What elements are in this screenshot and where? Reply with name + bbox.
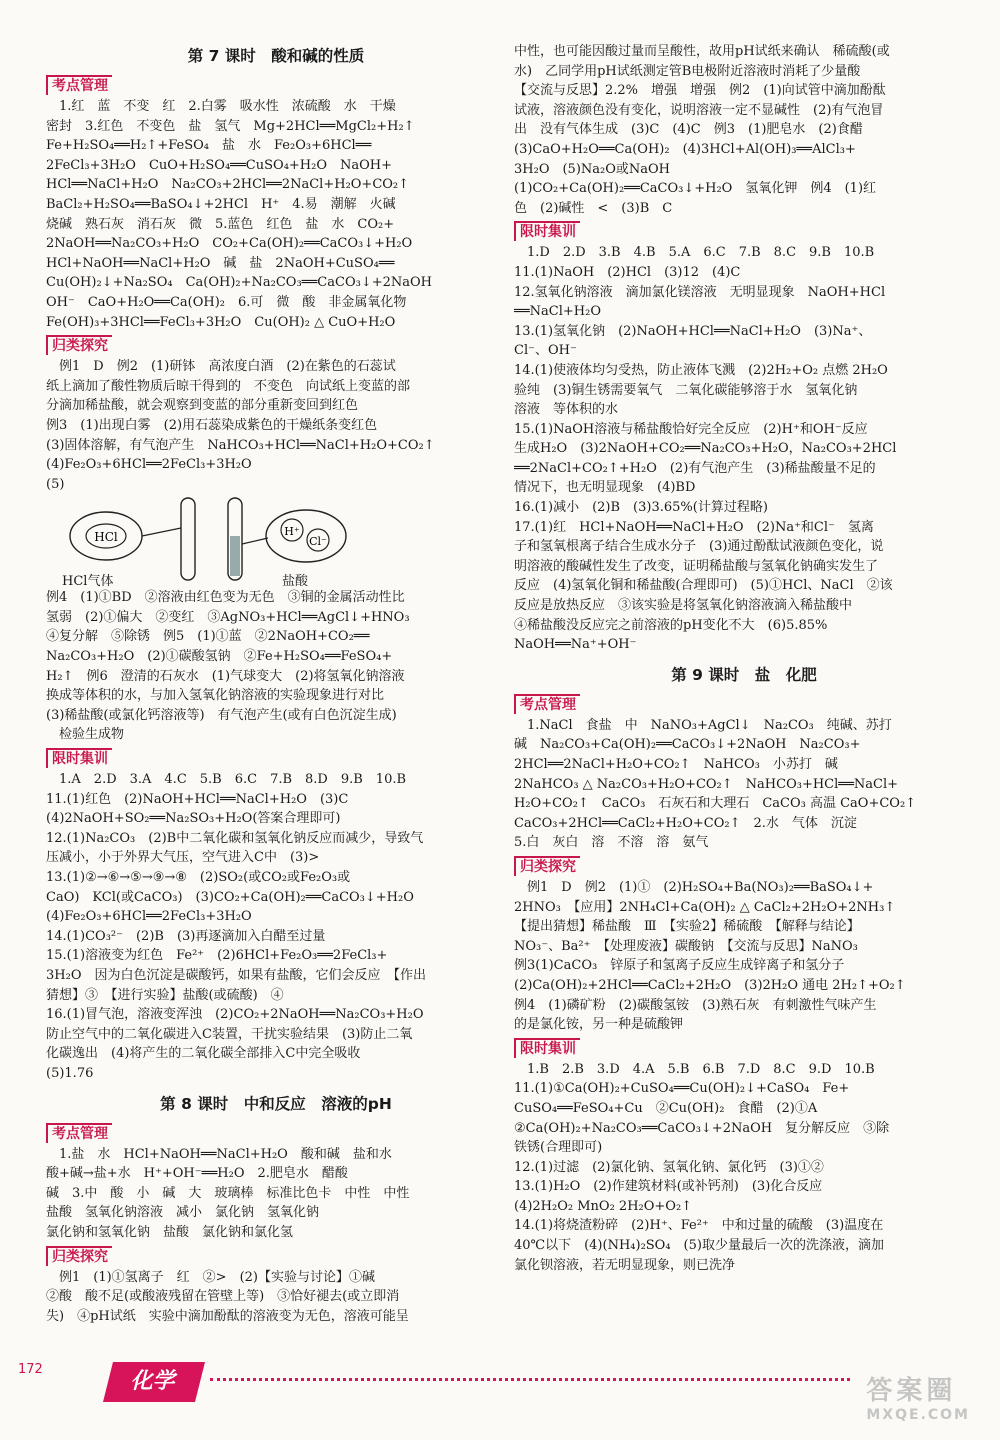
- answer-line: BaCl₂+H₂SO₄══BaSO₄↓+2HCl H⁺ 4.易 潮解 火碱: [46, 196, 396, 212]
- answer-line: (3)CaO+H₂O══Ca(OH)₂ (4)3HCl+Al(OH)₃══AlCl₃+: [514, 141, 856, 157]
- answer-line: 化碳逸出 (4)将产生的二氧化碳全部排入C中完全吸收: [46, 1046, 361, 1062]
- answer-line: NO₃⁻、Ba²⁺ 【处理废液】碳酸钠 【交流与反思】NaNO₃: [514, 938, 858, 954]
- answer-line: 1.NaCl 食盐 中 NaNO₃+AgCl↓ Na₂CO₃ 纯碱、苏打: [514, 717, 892, 733]
- answer-line: 2FeCl₃+3H₂O CuO+H₂SO₄══CuSO₄+H₂O NaOH+: [46, 157, 393, 173]
- answer-line: 15.(1)NaOH溶液与稀盐酸恰好完全反应 (2)H⁺和OH⁻反应: [514, 421, 868, 437]
- answer-line: (2)Ca(OH)₂+2HCl══CaCl₂+2H₂O (3)2H₂O 通电 2H₂↑+O₂↑: [514, 977, 906, 993]
- answer-block: [46, 1145, 506, 1243]
- answer-line: 纸上滴加了酸性物质后晾干得到的 不变色 向试纸上变蓝的部: [46, 378, 411, 394]
- footer-divider: [210, 1378, 850, 1387]
- answer-line: Fe+H₂SO₄══H₂↑+FeSO₄ 盐 水 Fe₂O₃+6HCl══: [46, 138, 372, 154]
- answer-line: 例3(1)CaCO₃ 锌原子和氢离子反应生成锌离子和氢分子: [514, 958, 845, 974]
- answer-line: 盐酸 氢氧化钠溶液 减小 氯化钠 氢氧化钠: [46, 1205, 320, 1221]
- answer-line: 13.(1)H₂O (2)作建筑材料(或补钙剂) (3)化合反应: [514, 1179, 823, 1195]
- page-number: 172: [18, 1362, 43, 1377]
- lesson-9-title: 第 9 课时 盐 化肥: [671, 665, 817, 684]
- answer-line: 14.(1)使液体均匀受热，防止液体飞溅 (2)2H₂+O₂ 点燃 2H₂O: [514, 362, 888, 378]
- answer-line: 40℃以下 (4)(NH₄)₂SO₄ (5)取少量最后一次的洗涤液，滴加: [514, 1238, 884, 1254]
- answer-line: 12.(1)Na₂CO₃ (2)B中二氧化碳和氢氧化钠反应而减少，导致气: [46, 830, 424, 846]
- answer-line: 12.(1)过滤 (2)氯化钠、氢氧化钠、氯化钙 (3)①②: [514, 1159, 824, 1175]
- answer-line: 例4 (1)磷矿粉 (2)碳酸氢铵 (3)熟石灰 有刺激性气味产生: [514, 997, 877, 1013]
- answer-line: 溶液 等体积的水: [514, 402, 619, 418]
- right-pointer-line: [242, 538, 268, 544]
- answer-line: 14.(1)CO₃²⁻ (2)B (3)再逐滴加入白醋至过量: [46, 928, 326, 944]
- left-pointer-line: [142, 528, 181, 536]
- answer-line: 15.(1)溶液变为红色 Fe²⁺ (2)6HCl+Fe₂O₃══2FeCl₃+: [46, 948, 388, 964]
- lesson-8-title: 第 8 课时 中和反应 溶液的pH: [160, 1094, 392, 1113]
- answer-line: 密封 3.红色 不变色 盐 氢气 Mg+2HCl══MgCl₂+H₂↑: [46, 118, 415, 134]
- answer-line: 例1 D 例2 (1)① (2)H₂SO₄+Ba(NO₃)₂══BaSO₄↓+: [514, 879, 874, 895]
- answer-line: 铁锈(合理即可): [514, 1140, 603, 1156]
- answer-line: (4)Fe₂O₃+6HCl══2FeCl₃+3H₂O: [46, 457, 252, 473]
- answer-line: 16.(1)减小 (2)B (3)3.65%(计算过程略): [514, 500, 768, 516]
- left-test-tube: [181, 498, 195, 580]
- answer-line: Cu(OH)₂↓+Na₂SO₄ Ca(OH)₂+Na₂CO₃══CaCO₃↓+2NaOH: [46, 275, 433, 291]
- answer-block: [514, 1060, 974, 1276]
- left-sections-a: [46, 72, 506, 494]
- answer-line: 13.(1)氢氧化钠 (2)NaOH+HCl══NaCl+H₂O (3)Na⁺、: [514, 323, 872, 339]
- hcl-diagram: [46, 496, 506, 588]
- answer-line: (3)固体溶解，有气泡产生 NaHCO₃+HCl══NaCl+H₂O+CO₂↑: [46, 437, 435, 453]
- answer-line: 2NaHCO₃ △ Na₂CO₃+H₂O+CO₂↑ NaHCO₃+HCl══NaCl+: [514, 776, 899, 792]
- answer-line: NaOH══Na⁺+OH⁻: [514, 637, 637, 653]
- answer-line: ══NaCl+H₂O: [514, 304, 601, 320]
- answer-line: 1.D 2.D 3.B 4.B 5.A 6.C 7.B 8.C 9.B 10.B: [514, 245, 875, 261]
- hcl-text: HCl: [94, 530, 118, 545]
- section-tag: 限时集训: [514, 221, 580, 241]
- answer-block: [46, 1268, 506, 1327]
- answer-line: 验纯 (3)铜生锈需要氧气 二氧化碳能够溶于水 氢氧化钠: [514, 382, 858, 398]
- answer-line: 1.B 2.B 3.D 4.A 5.B 6.B 7.D 8.C 9.D 10.B: [514, 1061, 875, 1077]
- watermark-url: MXQE.COM: [866, 1407, 970, 1423]
- answer-line: 3H₂O 因为白色沉淀是碳酸钙，如果有盐酸，它们会反应 【作出: [46, 967, 426, 983]
- answer-block: [46, 97, 506, 332]
- cl-minus-text: Cl⁻: [309, 535, 327, 549]
- answer-block: [46, 357, 506, 494]
- answer-line: 子和氢氧根离子结合生成水分子 (3)通过酚酞试液颜色变化，说: [514, 539, 884, 555]
- answer-line: 14.(1)将烧渣粉碎 (2)H⁺、Fe²⁺ 中和过量的硫酸 (3)温度在: [514, 1218, 884, 1234]
- answer-line: 色 (2)碱性 < (3)B C: [514, 200, 673, 216]
- answer-line: 明溶液的酸碱性发生了改变，证明稀盐酸与氢氧化钠确实发生了: [514, 558, 879, 574]
- answer-line: (5)1.76: [46, 1065, 94, 1081]
- answer-line: 换成等体积的水，与加入氢氧化钠溶液的实验现象进行对比: [46, 688, 385, 704]
- answer-line: 碱 Na₂CO₃+Ca(OH)₂══CaCO₃↓+2NaOH Na₂CO₃+: [514, 737, 861, 753]
- answer-line: 2HCl══2NaCl+H₂O+CO₂↑ NaHCO₃ 小苏打 碱: [514, 757, 838, 772]
- lesson-7-title: 第 7 课时 酸和碱的性质: [187, 47, 365, 65]
- answer-block: [514, 243, 974, 654]
- acid-liquid: [230, 536, 240, 576]
- page-footer: [0, 1356, 1000, 1440]
- left-column: [46, 36, 506, 1326]
- right-sections-b: [514, 691, 974, 1275]
- answer-line: Na₂CO₃+H₂O (2)①碳酸氢钠 ②Fe+H₂SO₄══FeSO₄+: [46, 649, 393, 665]
- answer-line: 烧碱 熟石灰 消石灰 微 5.蓝色 红色 盐 水 CO₂+: [46, 216, 395, 232]
- answer-line: ②Ca(OH)₂+Na₂CO₃══CaCO₃↓+2NaOH 复分解反应 ③除: [514, 1120, 890, 1136]
- section-tag: 考点管理: [514, 694, 580, 714]
- answer-line: 1.红 蓝 不变 红 2.白雾 吸水性 浓硫酸 水 干燥: [46, 99, 396, 114]
- answer-line: Fe(OH)₃+3HCl══FeCl₃+3H₂O Cu(OH)₂ △ CuO+H₂O: [46, 314, 396, 330]
- subject-badge: 化学: [103, 1362, 205, 1402]
- section-tag: 归类探究: [514, 856, 580, 876]
- answer-line: HCl══NaCl+H₂O Na₂CO₃+2HCl══2NaCl+H₂O+CO₂↑: [46, 177, 410, 193]
- answer-line: OH⁻ CaO+H₂O══Ca(OH)₂ 6.可 微 酸 非金属氧化物: [46, 294, 407, 310]
- answer-line: 例1 (1)①氢离子 红 ②> (2)【实验与讨论】①碱: [46, 1269, 375, 1285]
- answer-line: 防止空气中的二氧化碳进入C装置，干扰实验结果 (3)防止二氧: [46, 1026, 413, 1042]
- answer-line: 压减小，小于外界大气压，空气进入C中 (3)>: [46, 850, 320, 866]
- answer-line: 出 没有气体生成 (3)C (4)C 例3 (1)肥皂水 (2)食醋: [514, 122, 863, 138]
- answer-line: 16.(1)冒气泡，溶液变浑浊 (2)CO₂+2NaOH══Na₂CO₃+H₂O: [46, 1007, 424, 1023]
- section-tag: 归类探究: [46, 1246, 112, 1266]
- h-plus-text: H⁺: [284, 525, 300, 539]
- answer-line: CaO) KCl(或CaCO₃) (3)CO₂+Ca(OH)₂══CaCO₃↓+H₂O: [46, 889, 414, 905]
- answer-line: 11.(1)①Ca(OH)₂+CuSO₄══Cu(OH)₂↓+CaSO₄ Fe+: [514, 1081, 850, 1097]
- answer-line: HCl+NaOH══NaCl+H₂O 碱 盐 2NaOH+CuSO₄══: [46, 255, 395, 271]
- section-tag: 归类探究: [46, 335, 112, 355]
- hydrochloric-acid-ellipse: [266, 510, 346, 562]
- answer-line: Cl⁻、OH⁻: [514, 343, 577, 359]
- answer-line: 氯化钡溶液，若无明显现象，则已洗净: [514, 1257, 736, 1273]
- section-tag: 考点管理: [46, 1123, 112, 1143]
- left-sections-b: [46, 745, 506, 1084]
- answer-line: 例3 (1)出现白雾 (2)用石蕊染成紫色的干燥纸条变红色: [46, 417, 378, 433]
- answer-line: 的是氯化铵，另一种是硫酸钾: [514, 1017, 684, 1033]
- answer-line: 1.A 2.D 3.A 4.C 5.B 6.C 7.B 8.D 9.B 10.B: [46, 772, 407, 788]
- answer-line: 3H₂O (5)Na₂O或NaOH: [514, 161, 671, 177]
- answer-line: CaCO₃+2HCl══CaCl₂+H₂O+CO₂↑ 2.水 气体 沉淀: [514, 815, 857, 831]
- answer-line: (4)2H₂O₂ MnO₂ 2H₂O+O₂↑: [514, 1198, 693, 1214]
- answer-line: 2HNO₃ 【应用】2NH₄Cl+Ca(OH)₂ △ CaCl₂+2H₂O+2NH₃↑: [514, 899, 896, 915]
- section-tag: 限时集训: [46, 748, 112, 768]
- answer-line: CuSO₄══FeSO₄+Cu ②Cu(OH)₂ 食醋 (2)①A: [514, 1100, 818, 1116]
- answer-line: 【交流与反思】2.2% 增强 增强 例2 (1)向试管中滴加酚酞: [514, 83, 886, 99]
- answer-line: (1)CO₂+Ca(OH)₂══CaCO₃↓+H₂O 氢氧化钾 例4 (1)红: [514, 181, 877, 197]
- answer-line: ④复分解 ⑤除锈 例5 (1)①蓝 ②2NaOH+CO₂══: [46, 629, 370, 645]
- answer-line: 失) ④pH试纸 实验中滴加酚酞的溶液变为无色，溶液可能呈: [46, 1308, 409, 1324]
- answer-line: 反应 (4)氢氧化铜和稀盐酸(合理即可) (5)①HCl、NaCl ②该: [514, 578, 893, 594]
- answer-block: [514, 878, 974, 1035]
- answer-line: 2NaOH══Na₂CO₃+H₂O CO₂+Ca(OH)₂══CaCO₃↓+H₂O: [46, 236, 413, 252]
- answer-line: 例1 D 例2 (1)研钵 高浓度白酒 (2)在紫色的石蕊试: [46, 359, 396, 375]
- answer-line: H₂O+CO₂↑ CaCO₃ 石灰石和大理石 CaCO₃ 高温 CaO+CO₂↑: [514, 796, 917, 812]
- watermark-logo: [866, 1370, 970, 1423]
- section-tag: 考点管理: [46, 75, 112, 95]
- answer-line: (3)稀盐酸(或氯化钙溶液等) 有气泡产生(或有白色沉淀生成): [46, 707, 397, 723]
- answer-line: 1.盐 水 HCl+NaOH══NaCl+H₂O 酸和碱 盐和水: [46, 1146, 392, 1162]
- answer-line: 12.氢氧化钠溶液 滴加氯化镁溶液 无明显现象 NaOH+HCl: [514, 284, 886, 300]
- answer-line: ④稀盐酸没反应完之前溶液的pH变化不大 (6)5.85%: [514, 617, 828, 633]
- answer-line: 碱 3.中 酸 小 碱 大 玻璃棒 标准比色卡 中性 中性: [46, 1185, 410, 1201]
- answer-line: (4)Fe₂O₃+6HCl══2FeCl₃+3H₂O: [46, 909, 252, 925]
- answer-block: [46, 770, 506, 1084]
- answer-line: H₂↑ 例6 澄清的石灰水 (1)气球变大 (2)将氢氧化钠溶液: [46, 668, 405, 684]
- answer-line: 生成H₂O (3)2NaOH+CO₂══Na₂CO₃+H₂O，Na₂CO₃+2HCl: [514, 441, 897, 457]
- hydrochloric-acid-label: 盐酸: [282, 574, 309, 590]
- answer-line: (4)2NaOH+SO₂══Na₂SO₃+H₂O(答案合理即可): [46, 811, 341, 827]
- answer-line: 例4 (1)①BD ②溶液由红色变为无色 ③铜的金属活动性比: [46, 590, 405, 606]
- answer-line: 17.(1)红 HCl+NaOH══NaCl+H₂O (2)Na⁺和Cl⁻ 氢离: [514, 519, 874, 535]
- left-after-figure: [46, 588, 506, 745]
- right-column: [514, 42, 974, 1275]
- answer-line: 检验生成物: [46, 727, 125, 743]
- answer-line: 中性，也可能因酸过量而呈酸性，故用pH试纸来确认 稀硫酸(或: [514, 44, 890, 59]
- answer-line: 分滴加稀盐酸，就会观察到变蓝的部分重新变回到红色: [46, 398, 359, 414]
- answer-line: 13.(1)②→⑥→⑤→⑨→⑧ (2)SO₂(或CO₂或Fe₂O₃或: [46, 870, 351, 885]
- answer-line: 11.(1)NaOH (2)HCl (3)12 (4)C: [514, 264, 741, 280]
- left-sections-c: [46, 1120, 506, 1327]
- answer-line: 氢弱 (2)①偏大 ②变红 ③AgNO₃+HCl══AgCl↓+HNO₃: [46, 609, 410, 625]
- right-sections-a: [514, 218, 974, 654]
- answer-line: 水) 乙同学用pH试纸测定管B电极附近溶液时消耗了少量酸: [514, 63, 861, 79]
- answer-line: 反应是放热反应 ③该实验是将氢氧化钠溶液滴入稀盐酸中: [514, 598, 853, 614]
- answer-line: 11.(1)红色 (2)NaOH+HCl══NaCl+H₂O (3)C: [46, 791, 349, 807]
- answer-line: 猜想】③ 【进行实验】盐酸(或硫酸) ④: [46, 987, 284, 1003]
- hcl-gas-label: HCl气体: [62, 574, 114, 590]
- answer-line: 情况下，也无明显现象 (4)BD: [514, 480, 696, 496]
- watermark-title: 答案圈: [866, 1376, 957, 1406]
- section-tag: 限时集训: [514, 1038, 580, 1058]
- hcl-figure: [46, 496, 506, 588]
- right-intro: [514, 42, 974, 218]
- answer-block: [514, 716, 974, 853]
- answer-line: ②酸 酸不足(或酸液残留在管壁上等) ③恰好褪去(或立即消: [46, 1289, 400, 1305]
- answer-line: 【提出猜想】稀盐酸 Ⅲ 【实验2】稀硫酸 【解释与结论】: [514, 919, 860, 935]
- answer-line: (5): [46, 476, 65, 492]
- answer-line: 酸+碱→盐+水 H⁺+OH⁻══H₂O 2.肥皂水 醋酸: [46, 1166, 348, 1182]
- answer-line: 氯化钠和氢氧化钠 盐酸 氯化钠和氯化氢: [46, 1224, 294, 1240]
- answer-line: 试液，溶液颜色没有变化，说明溶液一定不显碱性 (2)有气泡冒: [514, 102, 884, 118]
- answer-line: 5.白 灰白 溶 不溶 溶 氨气: [514, 835, 709, 851]
- answer-line: ══2NaCl+CO₂↑+H₂O (2)有气泡产生 (3)稀盐酸量不足的: [514, 460, 876, 476]
